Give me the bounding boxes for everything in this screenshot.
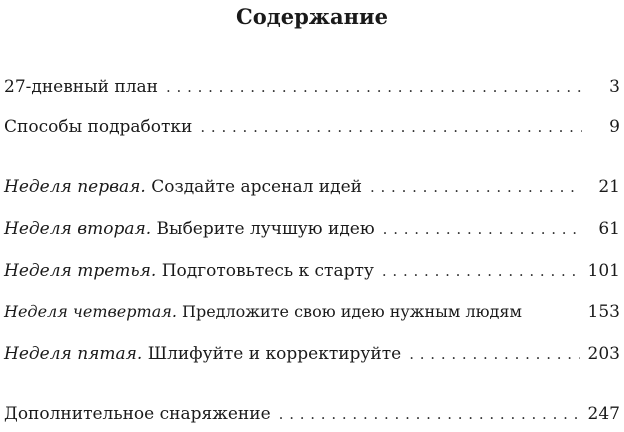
dot-leader bbox=[200, 113, 582, 141]
dot-leader bbox=[382, 257, 580, 285]
toc-entry-week-4[interactable] bbox=[4, 298, 620, 326]
entry-text: Неделя третья. Подготовьтесь к старту bbox=[4, 261, 374, 281]
toc-title: Содержание bbox=[236, 4, 388, 29]
page-number: 21 bbox=[598, 177, 620, 197]
dot-leader bbox=[383, 215, 582, 243]
dot-leader bbox=[279, 400, 580, 428]
page-number: 101 bbox=[587, 261, 620, 281]
toc-entry-week-5[interactable] bbox=[4, 340, 620, 368]
toc-entry-week-2[interactable] bbox=[4, 215, 620, 243]
dot-leader bbox=[166, 73, 582, 101]
entry-text: Неделя первая. Создайте арсенал идей bbox=[4, 177, 362, 197]
toc-entry-week-3[interactable] bbox=[4, 257, 620, 285]
entry-text: Дополнительное снаряжение bbox=[4, 404, 271, 424]
entry-text: Неделя четвертая. Предложите свою идею нужным людям bbox=[4, 302, 522, 321]
page-number: 9 bbox=[609, 117, 620, 137]
page-number: 153 bbox=[587, 302, 620, 322]
entry-text: Неделя пятая. Шлифуйте и корректируйте bbox=[4, 344, 402, 364]
entry-text: 27-дневный план bbox=[4, 77, 158, 97]
page-number: 203 bbox=[587, 344, 620, 364]
dot-leader bbox=[409, 340, 579, 368]
page-number: 247 bbox=[587, 404, 620, 424]
page-number: 3 bbox=[609, 77, 620, 97]
toc-entry-plan[interactable] bbox=[4, 73, 620, 101]
entry-text: Неделя вторая. Выберите лучшую идею bbox=[4, 219, 375, 239]
toc-entry-side-jobs[interactable] bbox=[4, 113, 620, 141]
page-number: 61 bbox=[598, 219, 620, 239]
toc-entry-extra-gear[interactable] bbox=[4, 400, 620, 428]
entry-text: Способы подработки bbox=[4, 117, 193, 137]
dot-leader bbox=[370, 173, 582, 201]
toc-entry-week-1[interactable] bbox=[4, 173, 620, 201]
